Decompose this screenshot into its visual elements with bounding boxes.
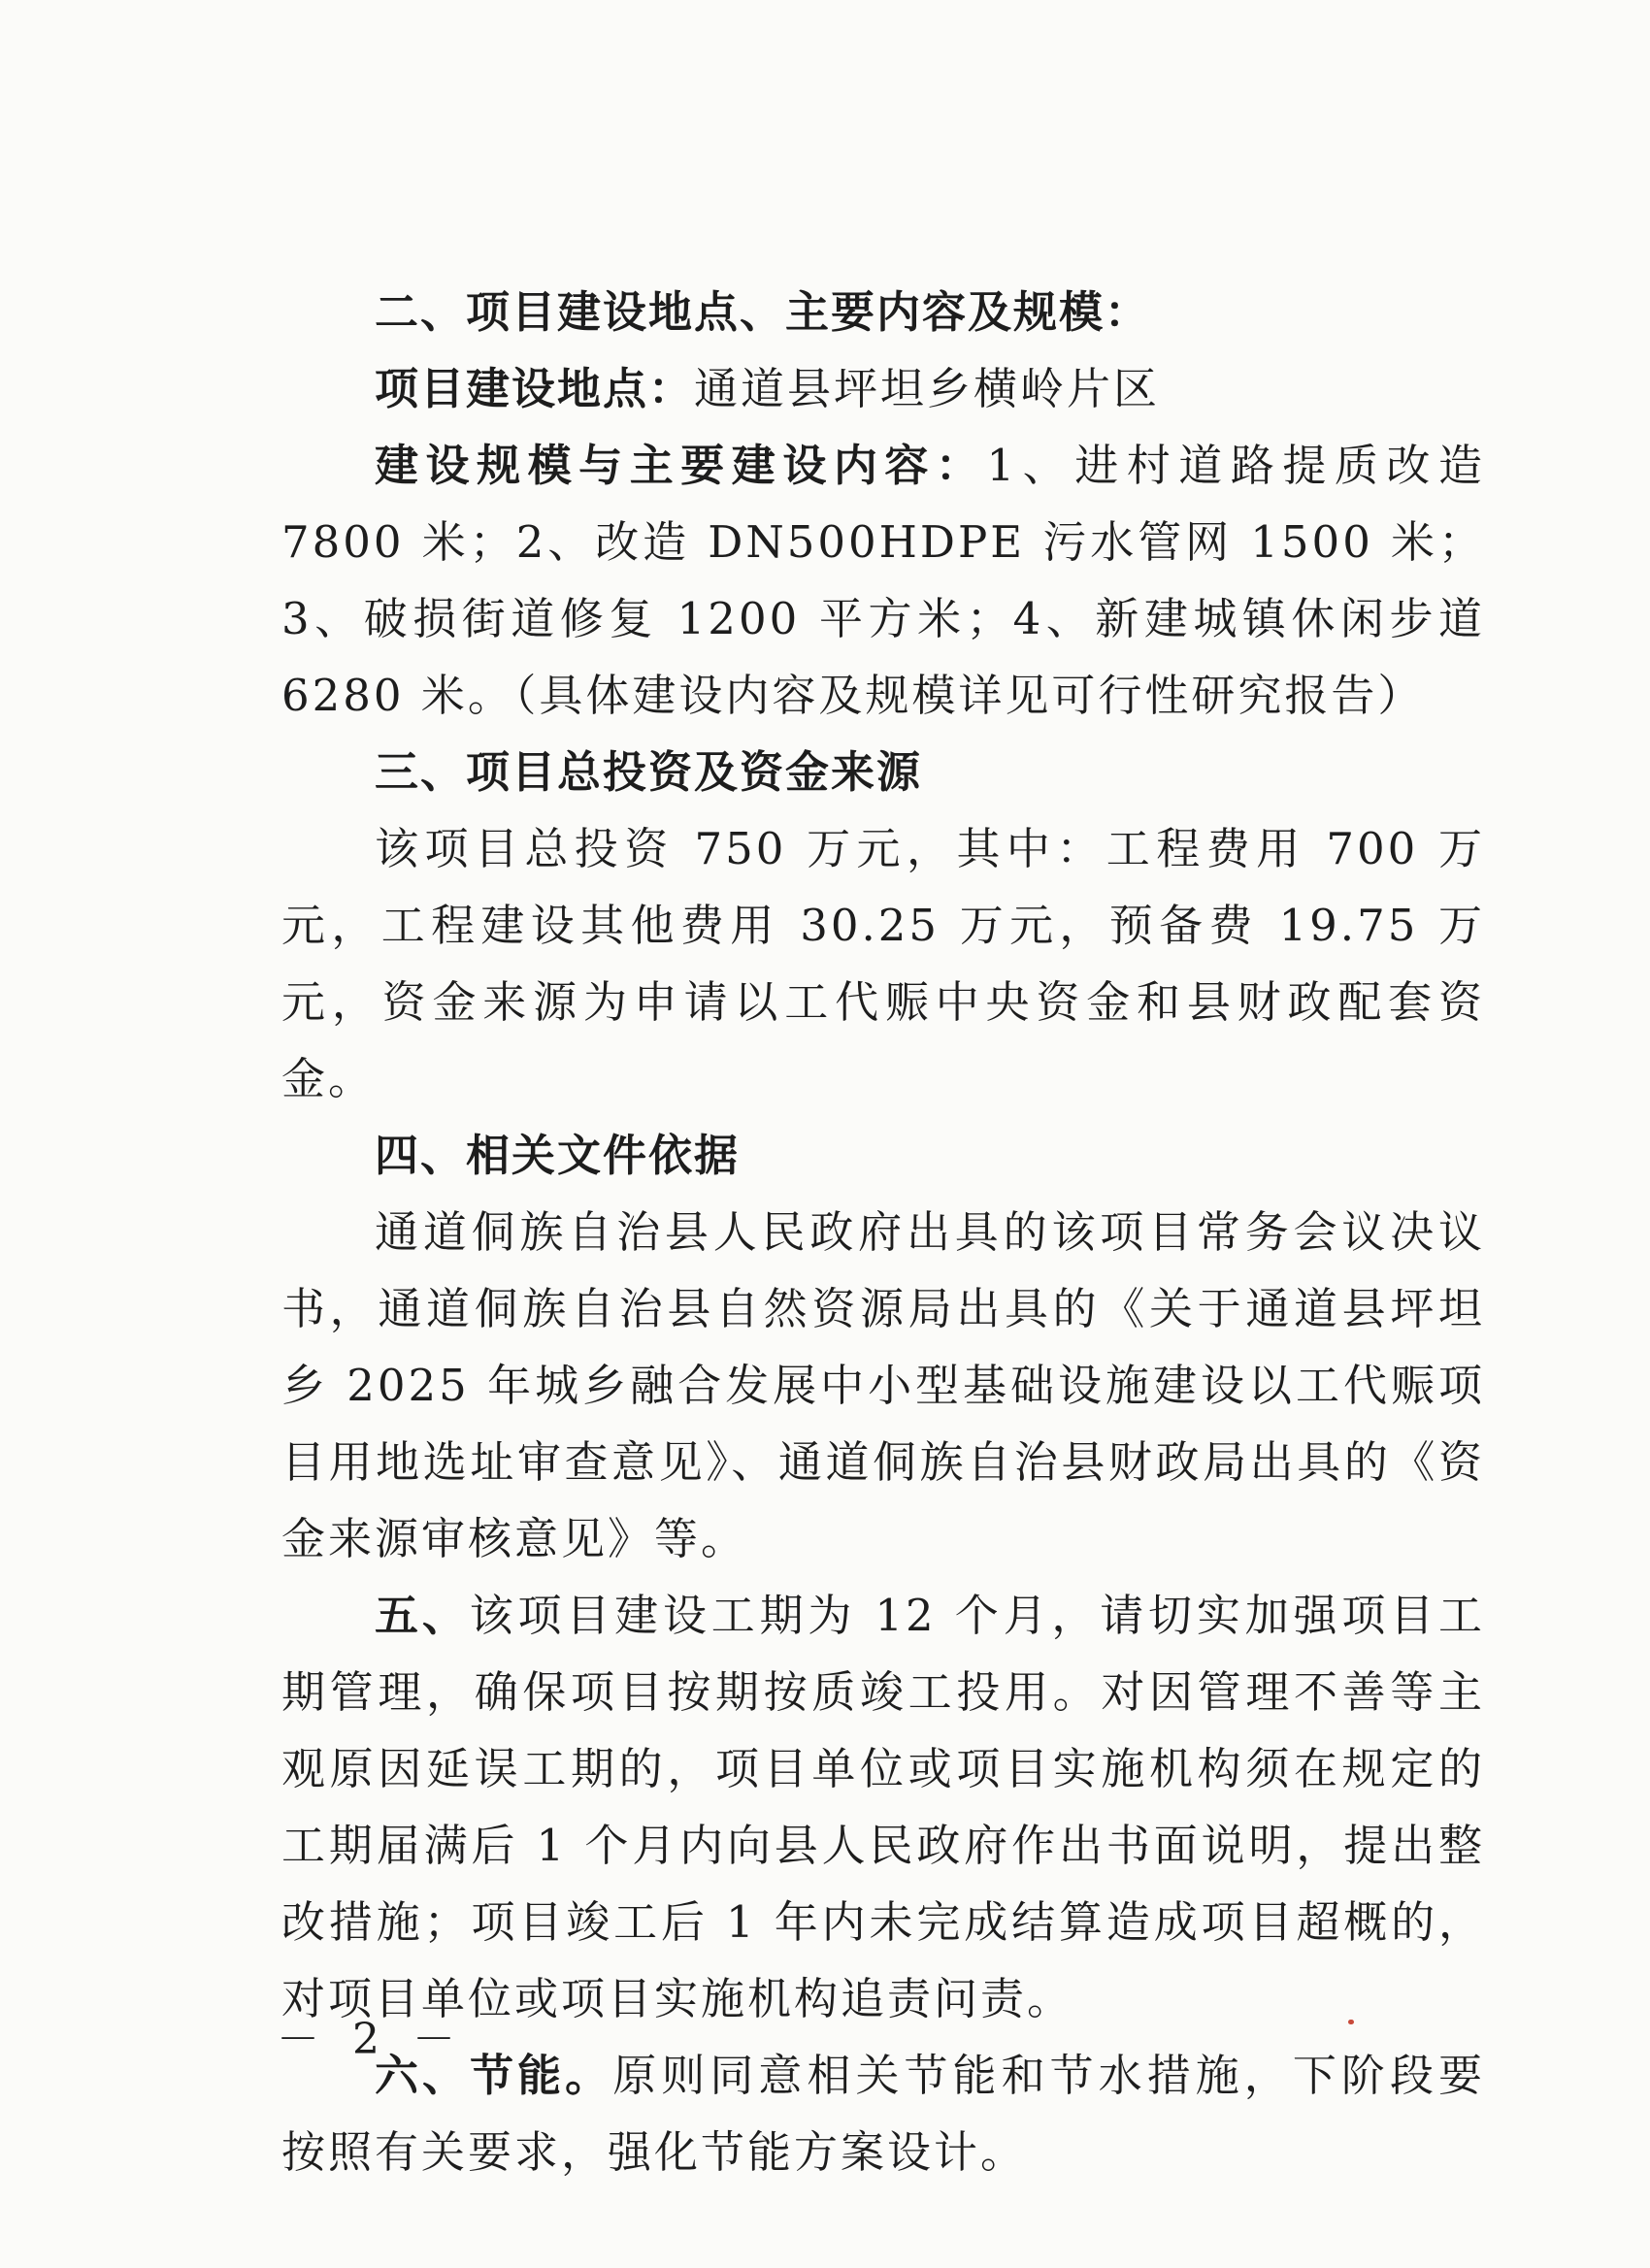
ink-dot bbox=[1348, 2020, 1354, 2024]
section-6-label: 六、节能。 bbox=[375, 2050, 613, 2101]
section-3-heading: 三、项目总投资及资金来源 bbox=[375, 746, 923, 798]
section-5-label: 五、 bbox=[375, 1590, 470, 1641]
scale-value: 1、进村道路提质改造 7800 米；2、改造 DN500HDPE 污水管网 1500 米；3、破损街道修复 1200 平方米；4、新建城镇休闲步道 6280 米。（具体建设内容及规模详见可行性研究报告） bbox=[281, 440, 1485, 721]
section-2-heading: 二、项目建设地点、主要内容及规模： bbox=[375, 286, 1151, 338]
location-value: 通道县坪坦乡横岭片区 bbox=[694, 363, 1161, 414]
section-4-text: 通道侗族自治县人民政府出具的该项目常务会议决议书，通道侗族自治县自然资源局出具的《关于通道县坪坦乡 2025 年城乡融合发展中小型基础设施建设以工代赈项目用地选址审查意见》、通道侗族自治县财政局出具的《资金来源审核意见》等。 bbox=[281, 1206, 1485, 1564]
location-label: 项目建设地点： bbox=[375, 363, 695, 414]
project-location bbox=[281, 350, 1485, 427]
section-5-text: 该项目建设工期为 12 个月，请切实加强项目工期管理，确保项目按期按质竣工投用。对因管理不善等主观原因延误工期的，项目单位或项目实施机构须在规定的工期届满后 1 个月内向县人民政府作出书面说明，提出整改措施；项目竣工后 1 年内未完成结算造成项目超概的，对项目单位或项目实施机构追责问责。 bbox=[281, 1590, 1485, 2024]
section-3-text: 该项目总投资 750 万元，其中：工程费用 700 万元，工程建设其他费用 30.25 万元，预备费 19.75 万元，资金来源为申请以工代赈中央资金和县财政配套资金。 bbox=[281, 823, 1485, 1104]
page-number: － 2 － bbox=[277, 2015, 465, 2064]
scale-label: 建设规模与主要建设内容： bbox=[375, 440, 987, 491]
section-5-paragraph bbox=[281, 1577, 1485, 2037]
section-6-text: 原则同意相关节能和节水措施，下阶段要按照有关要求，强化节能方案设计。 bbox=[281, 2050, 1485, 2178]
construction-scale bbox=[281, 427, 1485, 734]
section-4-heading: 四、相关文件依据 bbox=[375, 1130, 741, 1181]
document-body bbox=[281, 274, 1485, 2190]
